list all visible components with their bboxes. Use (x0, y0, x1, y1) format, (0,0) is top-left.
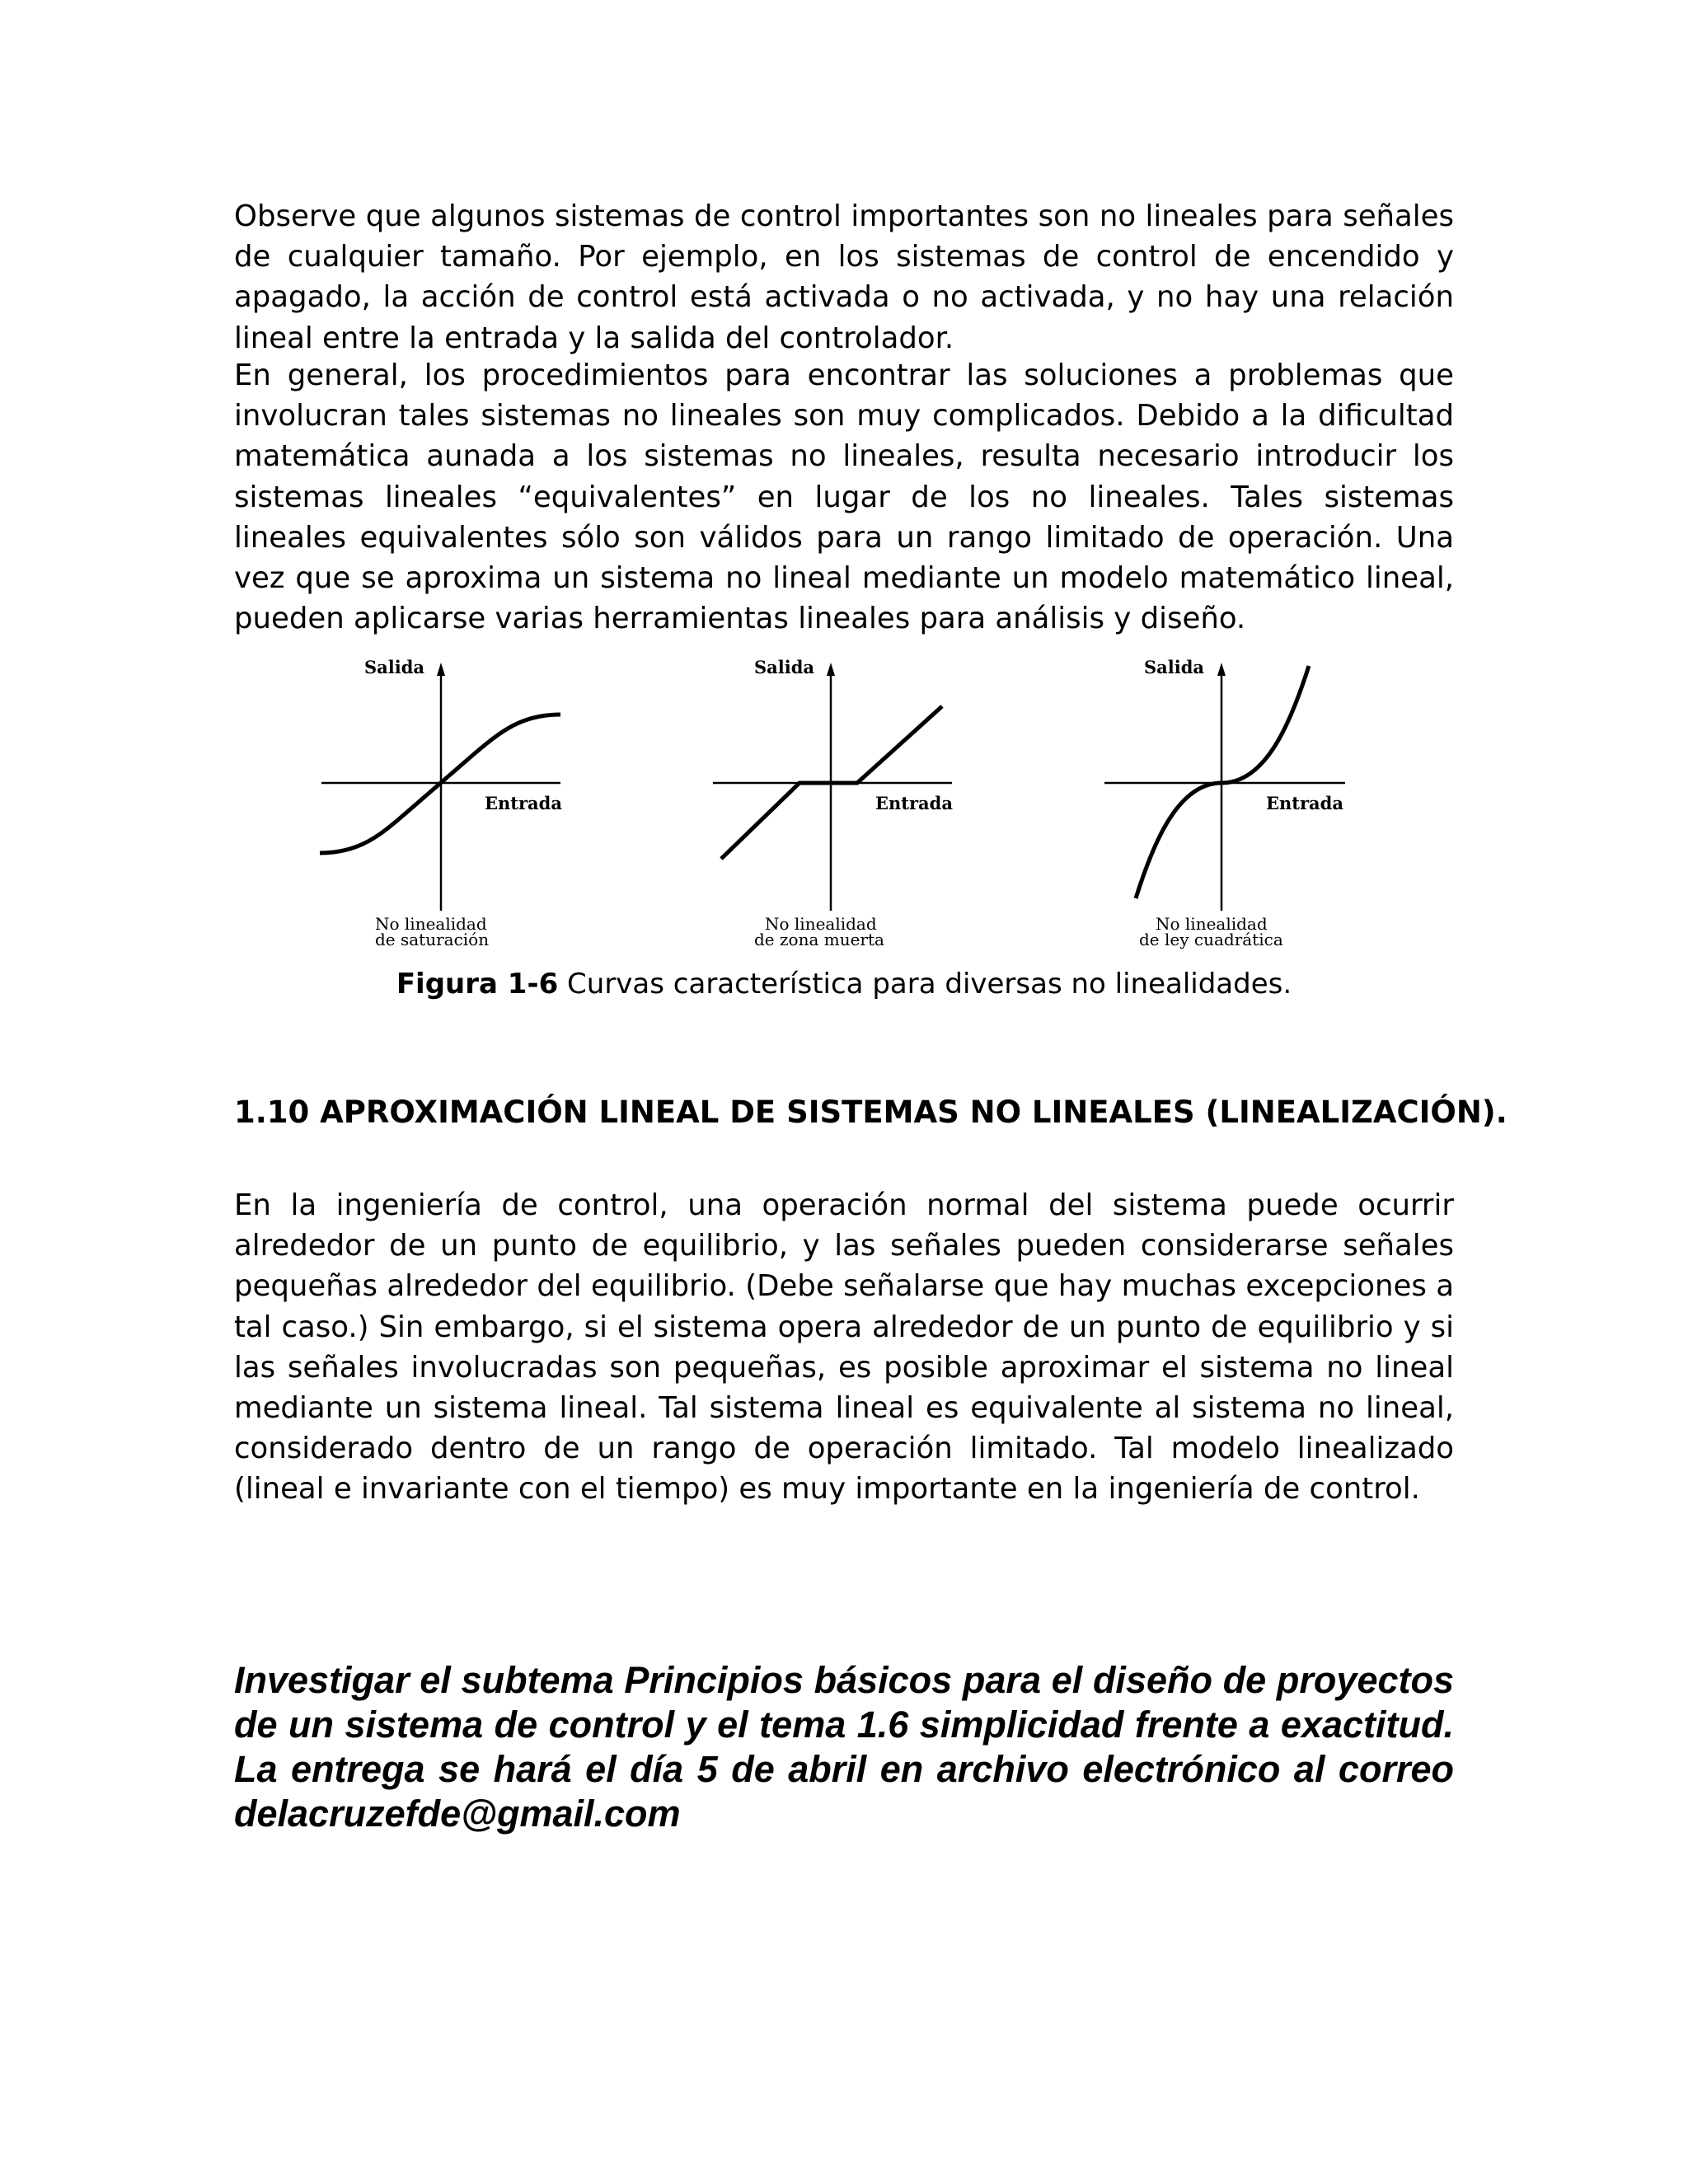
y-axis-arrow-icon (1217, 663, 1226, 676)
section-heading: 1.10 APROXIMACIÓN LINEAL DE SISTEMAS NO LINEALES (LINEALIZACIÓN). (234, 1094, 1507, 1130)
figure-caption (0, 965, 1688, 1003)
y-axis-arrow-icon (437, 663, 445, 676)
square-law-caption-line2: de ley cuadrática (1139, 930, 1283, 949)
dead-zone-caption-line1: No linealidad (765, 914, 877, 934)
square-law-caption-line1: No linealidad (1156, 914, 1268, 934)
linearization-text-block (234, 1185, 1454, 1510)
square-law-panel (1104, 657, 1345, 949)
procedures-text-block (234, 355, 1454, 639)
square-law-x-label: Entrada (1266, 793, 1343, 813)
intro-text-block (234, 196, 1454, 359)
square-law-y-label: Salida (1144, 657, 1205, 677)
paragraph-linearization: En la ingeniería de control, una operación normal del sistema puede ocurrir alrededor de un punto de equilibrio, y las señales pueden considerarse señales pequeñas alrededor del equilibrio. (Debe señalarse que hay muchas excepciones a tal caso.) Sin embargo, si el sistema opera alrededor de un punto de equilibrio y si las señales involucradas son pequeñas, es posible aproximar el sistema no lineal mediante un sistema lineal. Tal sistema lineal es equivalente al sistema no lineal, considerado dentro de un rango de operación limitado. Tal modelo linealizado (lineal e invariante con el tiempo) es muy importante en la ingeniería de control. (234, 1188, 1454, 1507)
dead-zone-panel (713, 657, 953, 949)
dead-zone-x-label: Entrada (875, 793, 953, 813)
figure-caption-text: Curvas característica para diversas no linealidades. (558, 968, 1292, 1001)
saturation-y-label: Salida (364, 657, 425, 677)
saturation-x-label: Entrada (485, 793, 562, 813)
y-axis-arrow-icon (827, 663, 835, 676)
nonlinearity-figure (305, 651, 1385, 960)
figure-caption-label: Figura 1-6 (396, 968, 559, 1001)
paragraph-nonlinear-systems: Observe que algunos sistemas de control importantes son no lineales para señales de cualquier tamaño. Por ejemplo, en los sistemas de control de encendido y apagado, la acción de control está activada o no activada, y no hay una relación lineal entre la entrada y la salida del controlador. (234, 199, 1454, 355)
assignment-note: Investigar el subtema Principios básicos para el diseño de proyectos de un sistema de control y el tema 1.6 simplicidad frente a exactitud. La entrega se hará el día 5 de abril en archivo electrónico al correo delacruzefde@gmail.com (234, 1659, 1454, 1835)
paragraph-equivalent-linear-systems: En general, los procedimientos para encontrar las soluciones a problemas que involucran tales sistemas no lineales son muy complicados. Debido a la dificultad matemática aunada a los sistemas no lineales, resulta necesario introducir los sistemas lineales “equivalentes” en lugar de los no lineales. Tales sistemas lineales equivalentes sólo son válidos para un rango limitado de operación. Una vez que se aproxima un sistema no lineal mediante un modelo matemático lineal, pueden aplicarse varias herramientas lineales para análisis y diseño. (234, 359, 1454, 636)
saturation-caption-line1: No linealidad (375, 914, 487, 934)
saturation-caption-line2: de saturación (375, 930, 490, 949)
dead-zone-y-label: Salida (754, 657, 815, 677)
dead-zone-caption-line2: de zona muerta (754, 930, 884, 949)
saturation-panel (320, 657, 562, 949)
